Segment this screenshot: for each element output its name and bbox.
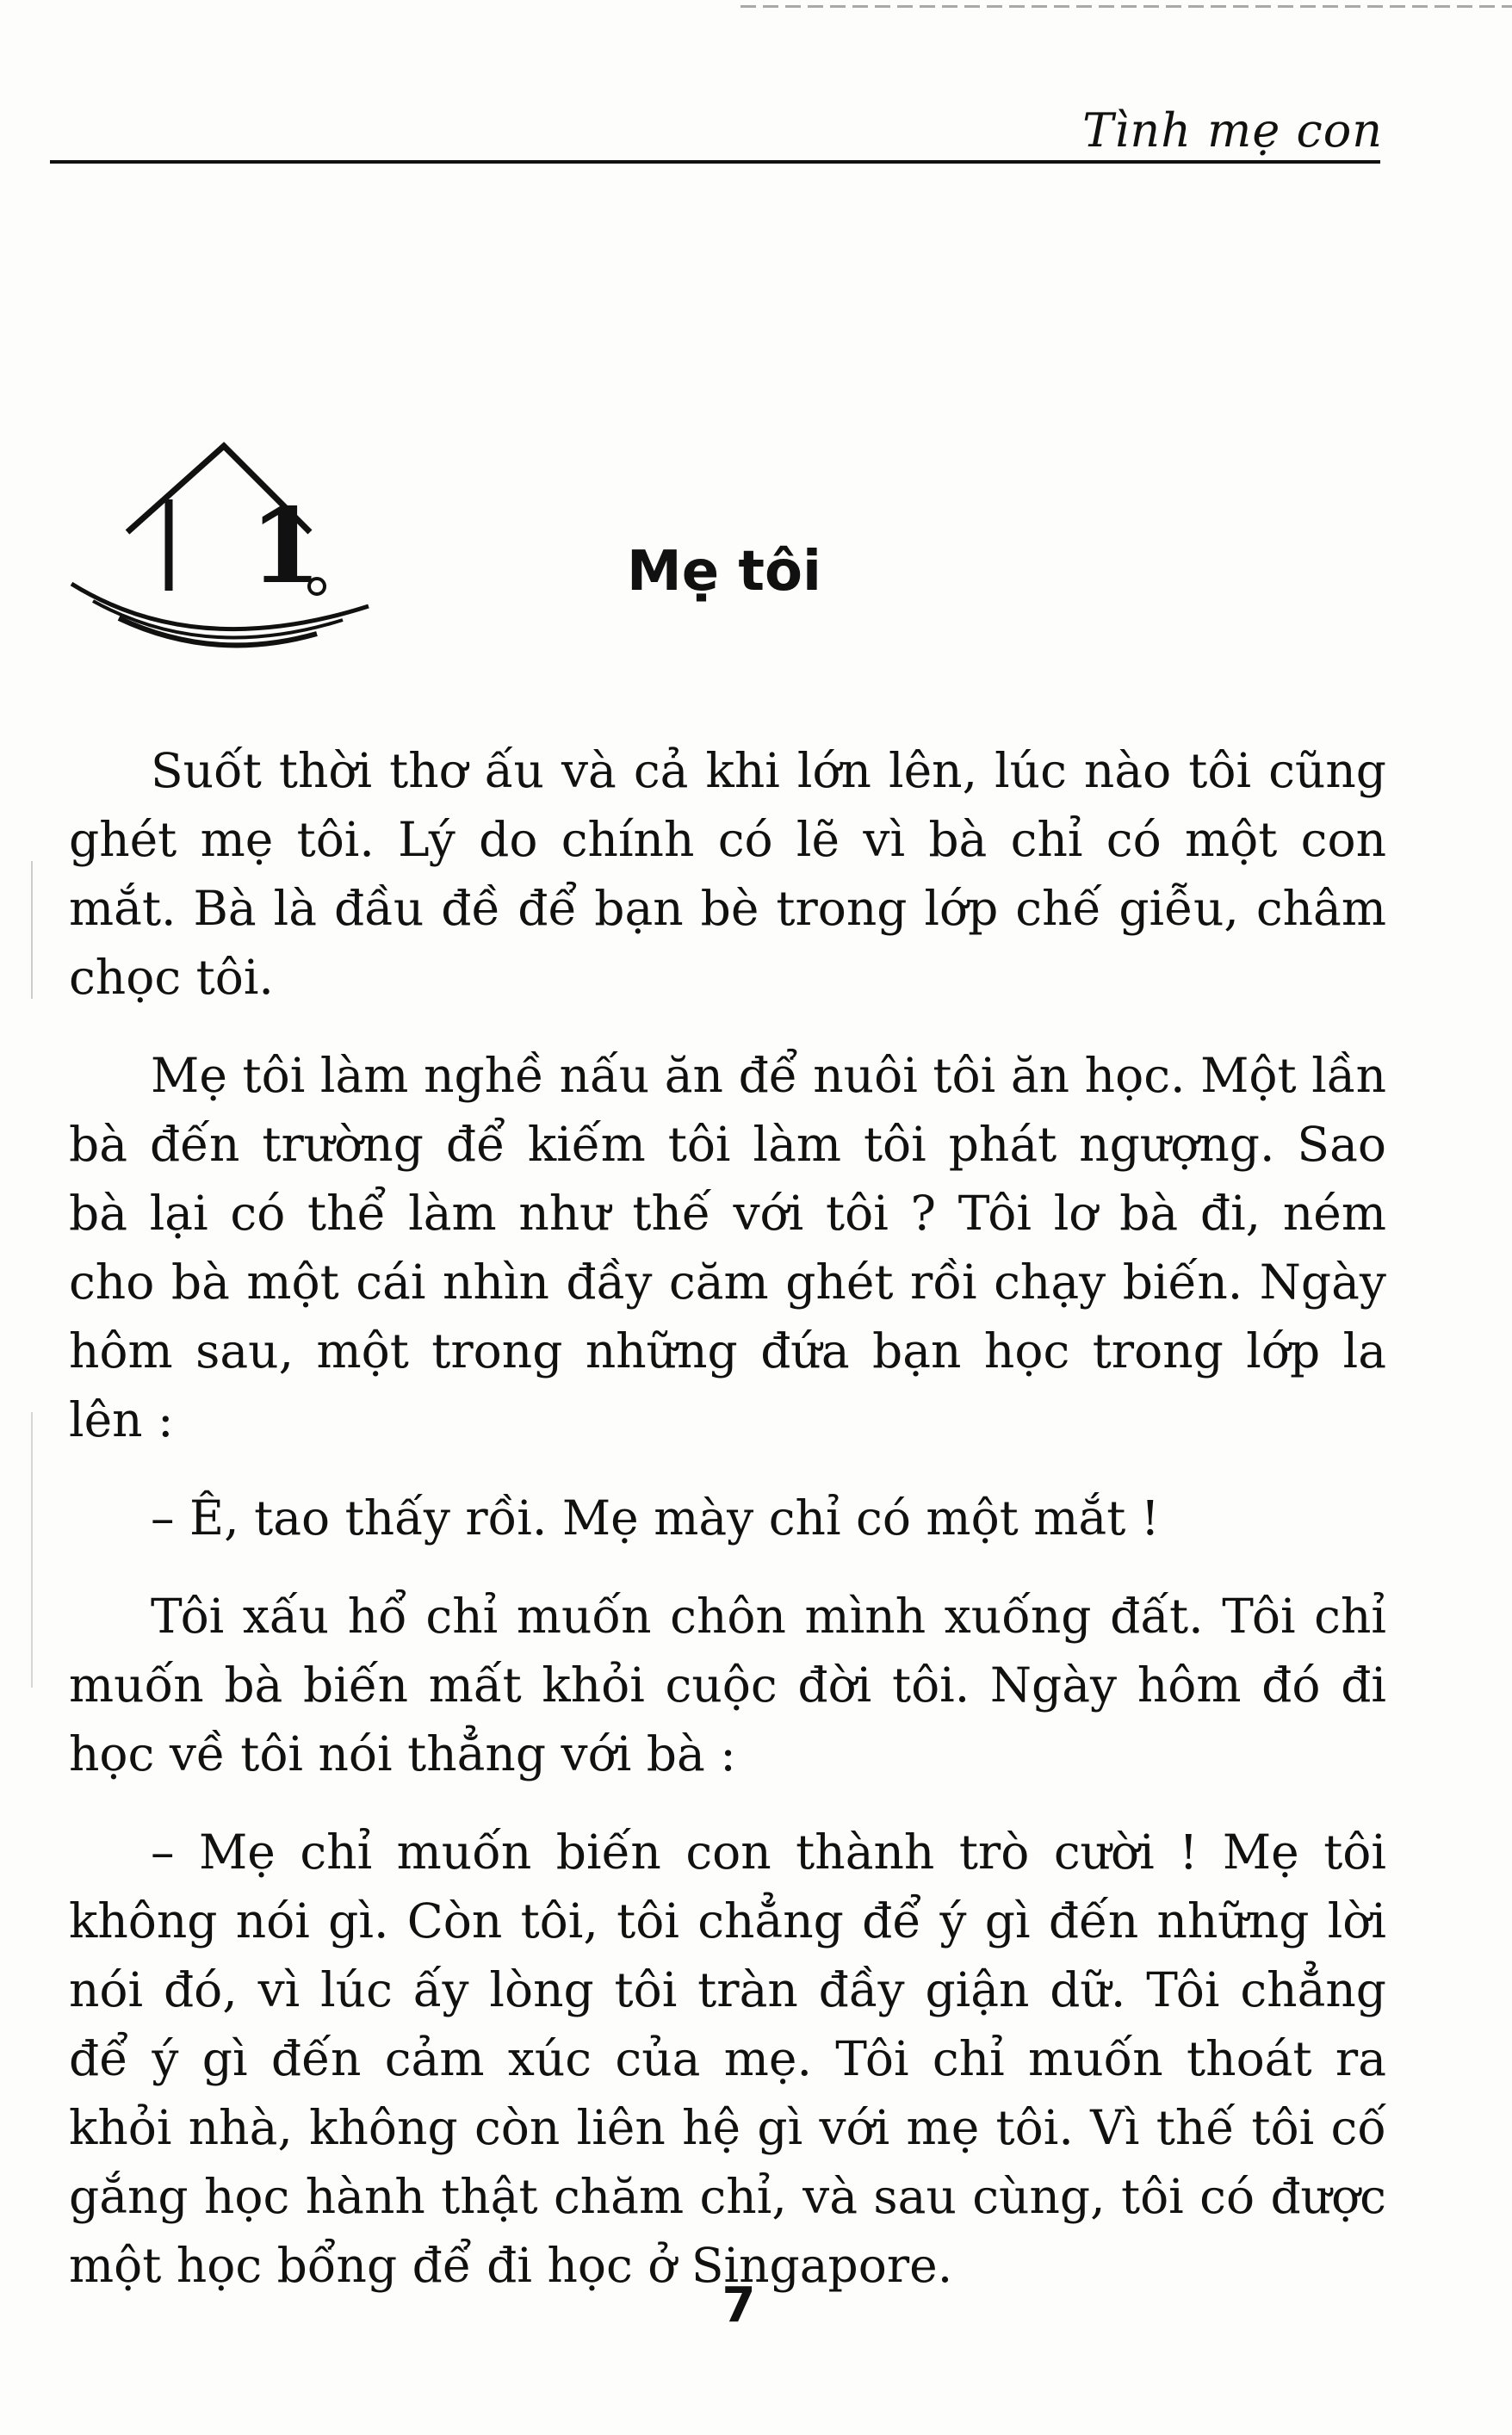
scan-margin-mark xyxy=(31,861,33,2239)
scan-edge-mark xyxy=(741,5,1512,8)
paragraph: – Mẹ chỉ muốn biến con thành trò cười ! Mẹ tôi không nói gì. Còn tôi, tôi chẳng để ý gì đến những lời nói đó, vì lúc ấy lòng tôi tràn đầy giận dữ. Tôi chẳng để ý gì đến cảm xúc của mẹ. Tôi chỉ muốn thoát ra khỏi nhà, không còn liên hệ gì với mẹ tôi. Vì thế tôi cố gắng học hành thật chăm chỉ, và sau cùng, tôi có được một học bổng để đi học ở Singapore. xyxy=(69,1825,1386,2293)
chapter-number: 1 xyxy=(250,486,322,607)
chapter-body xyxy=(69,736,1386,2329)
running-header-title: Tình mẹ con xyxy=(1082,103,1383,158)
paragraph: – Ê, tao thấy rồi. Mẹ mày chỉ có một mắt ! xyxy=(151,1490,1160,1546)
paragraph: Mẹ tôi làm nghề nấu ăn để nuôi tôi ăn học. Một lần bà đến trường để kiếm tôi làm tôi phát ngượng. Sao bà lại có thể làm như thế với tôi ? Tôi lơ bà đi, ném cho bà một cái nhìn đầy căm ghét rồi chạy biến. Ngày hôm sau, một trong những đứa bạn học trong lớp la lên : xyxy=(69,1048,1386,1447)
chapter-title: Mẹ tôi xyxy=(627,540,821,604)
page-number: 7 xyxy=(722,2277,756,2333)
header-rule xyxy=(50,160,1380,164)
paragraph: Tôi xấu hổ chỉ muốn chôn mình xuống đất. Tôi chỉ muốn bà biến mất khỏi cuộc đời tôi. Ngày hôm đó đi học về tôi nói thẳng với bà : xyxy=(69,1589,1386,1781)
paragraph: Suốt thời thơ ấu và cả khi lớn lên, lúc nào tôi cũng ghét mẹ tôi. Lý do chính có lẽ vì bà chỉ có một con mắt. Bà là đầu đề để bạn bè trong lớp chế giễu, châm chọc tôi. xyxy=(69,743,1386,1005)
chapter-house-ornament xyxy=(67,437,377,670)
chapter-number-dot xyxy=(307,577,326,596)
